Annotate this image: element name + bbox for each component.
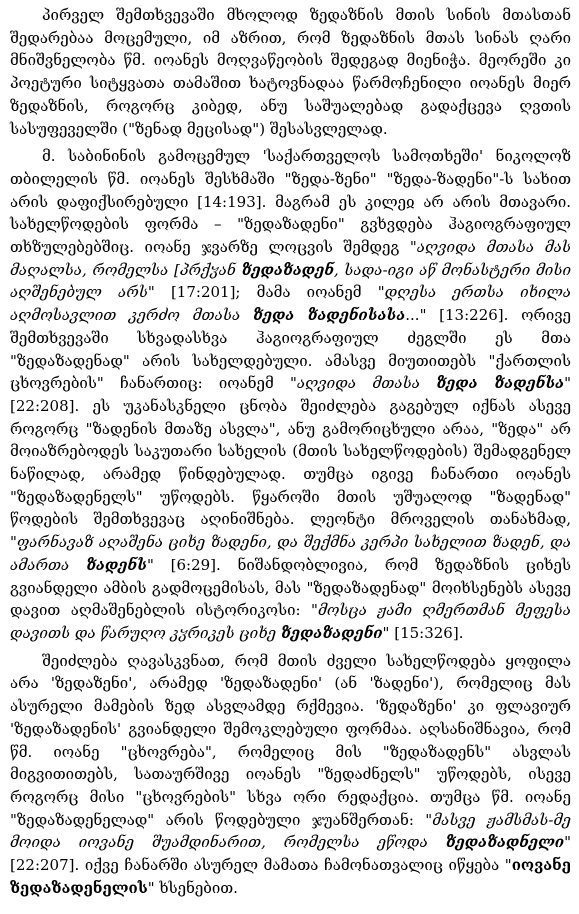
- text-run-strong: ზედაზადენ: [241, 260, 334, 279]
- text-run-strong: ზედაზადნელი: [445, 833, 565, 852]
- text-run-em: ფარნავაზ აღაშენა ციხე ზადენი, და შექმნა კერპი სახელით ზადენ, და ამართა: [10, 533, 571, 574]
- paragraph-3: [10, 650, 571, 900]
- text-run-em: , სადა-იგი აწ მონასტერი მისი აღშენებულ არს: [10, 260, 571, 302]
- text-run: " ხსენებით.: [147, 878, 238, 897]
- text-run: მ. საბინინის გამოცემულ 'საქართველოს სამოთხეში' ნიკოლოზ თბილელის წმ. იოანეს შესხმაში "ზედა-ზენი" "ზედა-ზადენი"-ს სახით არის დაფიქსირებული [14:193]. მაგრამ ეს კილეჲ არ არის მთავარი. სახელწოდების ფორმა – "ზედაზადენი" გვხვდება ჰაგიოგრაფიულ თხზულებებშიც. იოანე ჯვარზე ლოცვის შემდეგ ": [10, 147, 571, 257]
- paragraph-2: [10, 145, 571, 644]
- text-run-strong: ზედა ზადენისასა: [252, 306, 406, 325]
- text-run: შეიძლება ღავასკვნათ, რომ მთის ძველი სახელწოდება ყოფილა არა 'ზედაზენი', არამედ 'ზედაზადენი' (ან 'ზადენი'), რომელიც მას ასურელი მამების ზედ ასვლამდე რქმევია. 'ზედაზენი' კი ფლავიურ 'ზედაზადენის' გვიანდელი შემოკლებული ფორმაა.: [10, 651, 571, 738]
- text-run-em: დღესა ერთსა იხილა აღმოსავლით კერძო მთასა: [10, 283, 571, 325]
- text-run: " [22:207]. იქვე ჩანარში ასურელ მამათა ჩამონათვალიც იწყება ": [10, 833, 571, 875]
- text-run: " [15:326].: [382, 623, 464, 642]
- text-run: აღსანიშნავია, რომ წმ. იოანე "ცხოვრება", რომელიც მის "ზედაზადენს" ასვლას მიგვითითებს, სათაურშივე იოანეს "ზედაძნელს" უწოდებს, ისევე როგორც მისი "ცხოვრების" სხვა ორი რედაქცია. თუმცა წმ. იოანე "ზედაზადენელად" არის წოდებული ჯუანშერთან: ": [10, 719, 571, 829]
- text-run: " [22:208]. ეს უკანასკნელი ცნობა შეიძლება გაგებულ იქნას ასევე როგორც "ზადენის მთაზე ასვლა", ანუ გამორიცხული არაა, "ზედა" არ მოიაზრებოდეს საკუთარი სახელის (მთის სახელწოდების) შემადგენელ ნაწილად, არამედ წინდებულად. თუმცა იგივე ჩანართი იოანეს "ზედაზადენელს" უწოდებს. წყაროში მთის უშუალოდ "ზადენად" წოდების შემთხვევაც აღინიშნება. ლეონტი მროველის თანახმად, ": [10, 374, 571, 552]
- text-run: " [6:29]. ნიშანდობლივია, რომ ზედაზნის ციხეს გვიანდელი ამბის გადმოცემისას, მას "ზედაზადენად" მოიხსენებს ასევე დავით აღმაშენებლის ისტორიკოსი: ": [10, 555, 572, 620]
- text-run-bold: იოვანე ზედაზადენელის: [10, 856, 571, 897]
- text-run-em: აღვიდა მთასა მას მაღალსა, რომელსა [პრქჳან: [10, 238, 571, 279]
- text-run: ..." [13:226]. ორივე შემთხვევაში სხვადასხვა ჰაგიოგრაფიულ ძეგლში ეს მთა "ზედაზადენად" არის სახელდებული. ამასვე მიუთითებს "ქართლის ცხოვრების" ჩანართიც: იოანემ ": [10, 306, 571, 393]
- text-run-em: აღვიდა მთასა: [296, 374, 437, 393]
- text-run-strong: ზადენს: [86, 555, 147, 574]
- paragraph-1: [10, 4, 571, 140]
- text-run: პირველ შემთხვევაში მხოლოდ ზედაზნის მთის სინის მთასთან შედარებაა მოცემული, იმ აზრით, რომ ზედაზნის მთას სინას ღარი მნიშვნელობა წმ. იოანეს მოღვაწეობის შედეგად მიენიჭა. მეორეში კი პოეტური სიტყვათა თამაშით ხატოვნადაა წარმოჩენილი იოანეს მიერ ზედაზნის, როგორც კიბედ, ანუ საშუალებად გადაქცევა ღვთის სასუფეველში ("ზენად მეცისად") შესასვლელად.: [10, 6, 571, 138]
- text-run-em: მასვე ჟამსმას-მე მოიდა იოვანე შუამდინარით, რომელსა ეწოდა: [10, 810, 571, 852]
- text-run-strong: ზედაზადენი: [280, 623, 383, 642]
- text-run-strong: ზედა ზადენსა: [436, 374, 565, 393]
- text-run-em: მოსცა ჟამი ღმერთმან მეფესა დავითს და წარუღო კჳრიკეს ციხე: [10, 601, 571, 642]
- text-run: " [17:201]; მამა იოანემ ": [147, 283, 385, 302]
